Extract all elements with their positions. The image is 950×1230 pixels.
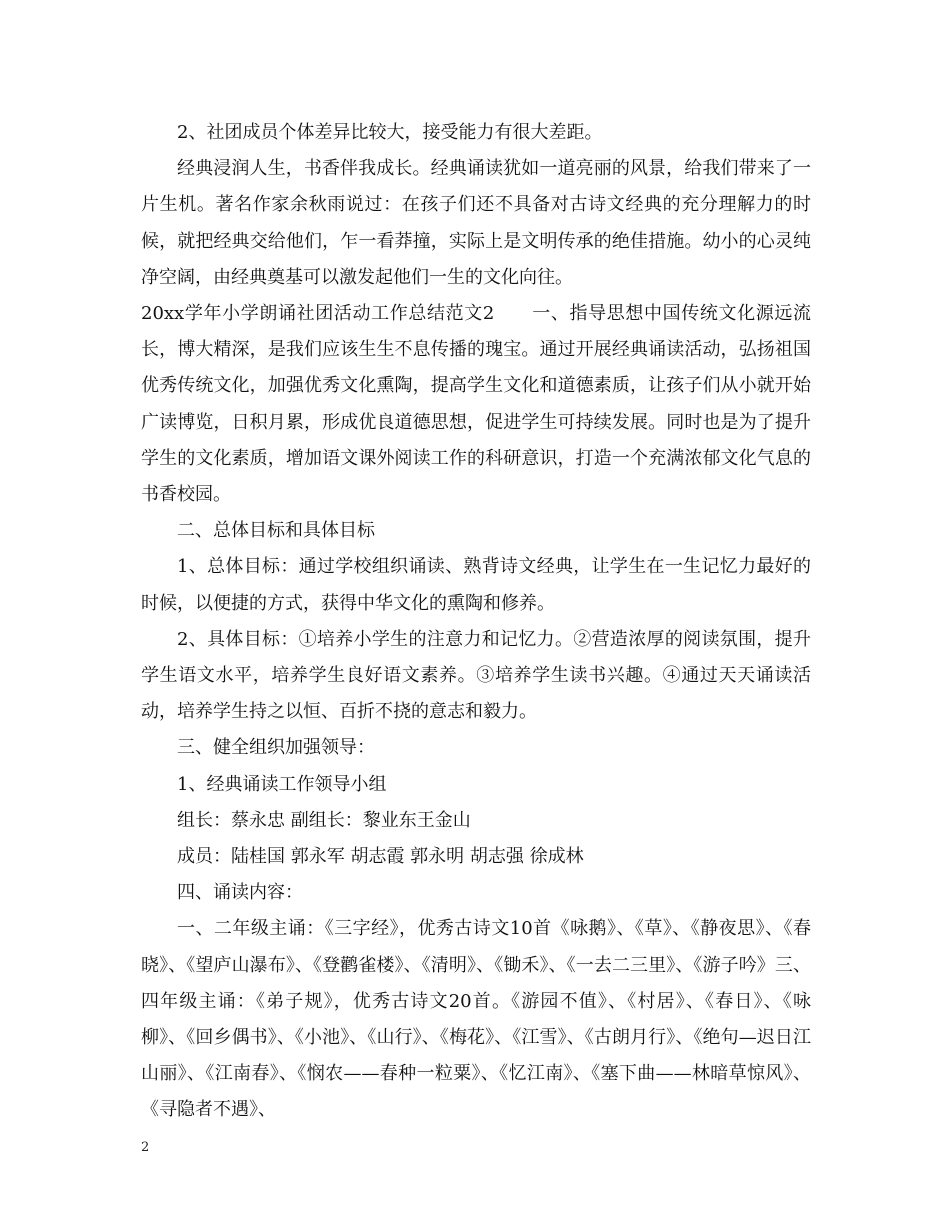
subheading-leadership-group: 1、经典诵读工作领导小组 (177, 773, 387, 795)
section-heading-organization: 三、健全组织加强领导： (177, 737, 375, 759)
paragraph-reading-list: 一、二年级主诵：《三字经》，优秀古诗文10首《咏鹅》、《草》、《静夜思》、《春晓》、《望庐山瀑布》、《登鹳雀楼》、《清明》、《锄禾》、《一去二三里》、《游子吟》三、四年级主诵：《弟子规》，优秀古诗文20首。《游园不值》、《村居》、《春日》、《咏柳》、《回乡偶书》、《小池》、《山行》、《梅花》、《江雪》、《古朗月行》、《绝句—迟日江山丽》、《江南春》、《悯农——春种一粒粟》、《忆江南》、《塞下曲——林暗草惊风》、《寻隐者不遇》、 (141, 918, 811, 1121)
page-number: 2 (141, 1140, 150, 1155)
paragraph-classics-intro: 经典浸润人生，书香伴我成长。经典诵读犹如一道亮丽的风景，给我们带来了一片生机。著名作家余秋雨说过：在孩子们还不具备对古诗文经典的充分理解力的时候，就把经典交给他们，乍一看莽撞，实际上是文明传承的绝佳措施。幼小的心灵纯净空阔，由经典奠基可以激发起他们一生的文化向往。 (141, 158, 811, 288)
section-heading-goals: 二、总体目标和具体目标 (177, 520, 375, 542)
section-heading-content: 四、诵读内容： (177, 882, 303, 904)
paragraph-specific-goals: 2、具体目标：①培养小学生的注意力和记忆力。②营造浓厚的阅读氛围，提升学生语文水平，培养学生良好语文素养。③培养学生读书兴趣。④通过天天诵读活动，培养学生持之以恒、百折不挠的意志和毅力。 (141, 628, 811, 723)
paragraph-overall-goal: 1、总体目标：通过学校组织诵读、熟背诗文经典，让学生在一生记忆力最好的时候，以便捷的方式，获得中华文化的熏陶和修养。 (141, 556, 811, 614)
paragraph-guiding-ideology: 20xx学年小学朗诵社团活动工作总结范文2 一、指导思想中国传统文化源远流长，博大精深，是我们应该生生不息传播的瑰宝。通过开展经典诵读活动，弘扬祖国优秀传统文化，加强优秀文化熏陶，提高学生文化和道德素质，让孩子们从小就开始广读博览，日积月累，形成优良道德思想，促进学生可持续发展。同时也是为了提升学生的文化素质，增加语文课外阅读工作的科研意识，打造一个充满浓郁文化气息的书香校园。 (141, 303, 811, 506)
members-line: 成员：陆桂国 郭永军 胡志霞 郭永明 胡志强 徐成林 (177, 846, 584, 868)
leaders-line: 组长：蔡永忠 副组长：黎业东王金山 (177, 809, 471, 831)
body-text (141, 115, 811, 1129)
paragraph-member-differences: 2、社团成员个体差异比较大，接受能力有很大差距。 (177, 122, 603, 143)
